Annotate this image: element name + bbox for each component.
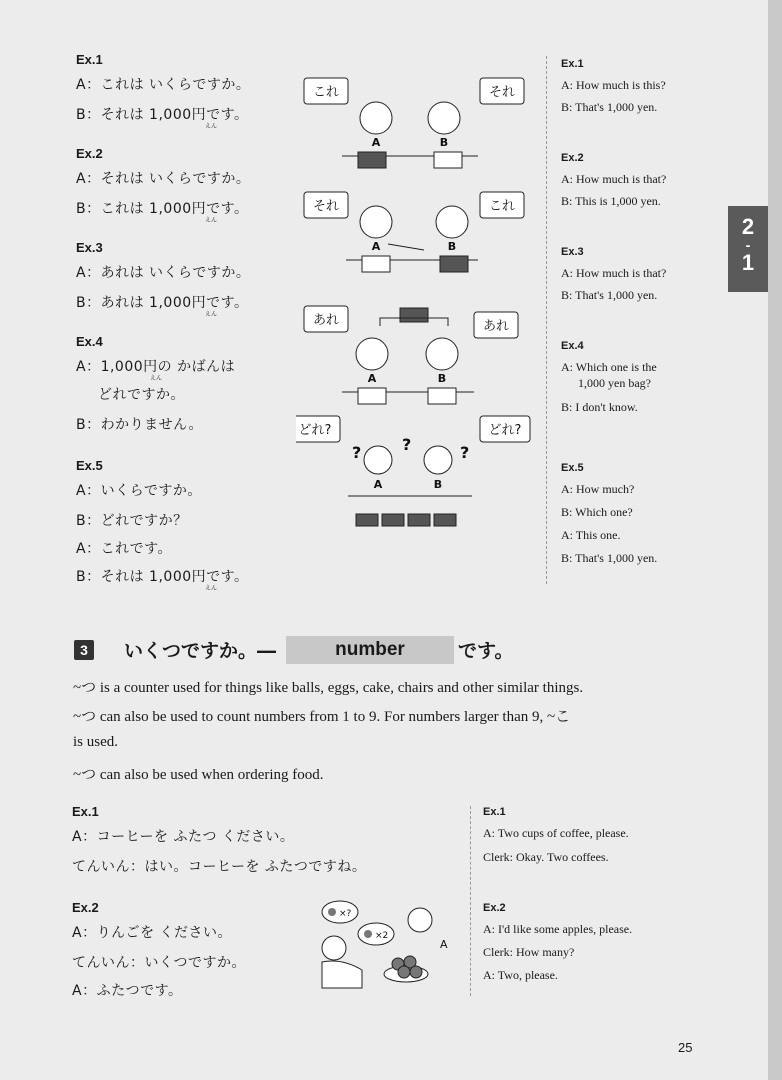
en-ex5-label: Ex.5 xyxy=(561,462,584,474)
ex5-line-c: A：これです。 xyxy=(76,541,172,557)
item-box-b xyxy=(428,388,456,404)
apple-icon xyxy=(398,966,410,978)
bubble-clerk-text: ×? xyxy=(339,909,352,919)
clerk-body xyxy=(322,961,362,988)
en-ex2-label: Ex.2 xyxy=(561,152,584,164)
person-b-head xyxy=(426,338,458,370)
ex1-label: Ex.1 xyxy=(76,52,103,67)
customer-label: A xyxy=(440,938,448,951)
ex1-furigana: えん xyxy=(205,123,218,130)
ex5-line-a: A：いくらですか。 xyxy=(76,483,202,499)
en-ex4-line: B: I don't know. xyxy=(561,400,638,414)
en-ex4-label: Ex.4 xyxy=(561,340,584,352)
bottom-ex2-line: てんいん：いくつですか。 xyxy=(72,955,246,971)
dialog-illustrations xyxy=(296,60,536,590)
en-ex5-line: A: This one. xyxy=(561,528,621,542)
apple-icon xyxy=(328,908,336,916)
bubble-ex1-right: それ xyxy=(488,85,516,100)
bubble-customer-text: ×2 xyxy=(375,931,389,941)
section-title-left: いくつですか。― xyxy=(124,640,277,662)
ex3-line-a: A：あれは いくらですか。 xyxy=(76,265,251,281)
en-ex1-line: A: How much is this? xyxy=(561,78,666,92)
en-ex2-line: A: How much is that? xyxy=(561,172,667,186)
label-a: A xyxy=(373,478,383,491)
column-divider-bottom xyxy=(470,806,471,996)
en-ex1-label: Ex.1 xyxy=(561,58,584,70)
bottom-ex1-label: Ex.1 xyxy=(72,804,99,819)
en-ex5-line: B: That's 1,000 yen. xyxy=(561,551,658,565)
section-paragraph-line: ~つ can also be used when ordering food. xyxy=(73,767,324,783)
person-a-head xyxy=(360,102,392,134)
ex4-line-a2: どれですか。 xyxy=(98,387,185,403)
apple-shop-illustration xyxy=(312,898,462,992)
bubble-ex4-left: どれ? xyxy=(298,423,332,438)
label-b: B xyxy=(447,240,457,253)
chapter-tab-top: 2 xyxy=(741,214,755,239)
en-ex3-line: A: How much is that? xyxy=(561,266,667,280)
bubble-ex2-right: これ xyxy=(488,199,516,214)
scene-3 xyxy=(304,306,518,404)
item-box xyxy=(382,514,404,526)
en-bottom-ex1-label: Ex.1 xyxy=(483,806,506,818)
en-bottom-ex2-line: Clerk: How many? xyxy=(483,945,575,959)
en-bottom-ex2-line: A: Two, please. xyxy=(483,968,558,982)
item-box xyxy=(356,514,378,526)
ex4-label: Ex.4 xyxy=(76,334,103,349)
label-a: A xyxy=(371,136,381,149)
ex1-line-b: B：それは 1,000円です。 xyxy=(76,107,249,123)
chapter-tab xyxy=(728,206,768,292)
en-bottom-ex2-label: Ex.2 xyxy=(483,902,506,914)
chapter-tab-dash: - xyxy=(745,237,751,253)
scene-4 xyxy=(296,416,530,526)
bubble-ex2-left: それ xyxy=(312,199,340,214)
en-bottom-ex1-line: Clerk: Okay. Two coffees. xyxy=(483,850,609,864)
ex3-line-b: B：あれは 1,000円です。 xyxy=(76,295,249,311)
page-number: 25 xyxy=(678,1040,693,1055)
en-ex1-line: B: That's 1,000 yen. xyxy=(561,100,658,114)
en-bottom-ex1-line: A: Two cups of coffee, please. xyxy=(483,826,629,840)
question-mark: ? xyxy=(402,435,412,454)
clerk-head xyxy=(322,936,346,960)
ex2-line-b: B：これは 1,000円です。 xyxy=(76,201,249,217)
person-a-head xyxy=(356,338,388,370)
ex1-line-a: A：これは いくらですか。 xyxy=(76,77,251,93)
bottom-ex1-line: A：コーヒーを ふたつ ください。 xyxy=(72,829,295,845)
person-b-head xyxy=(436,206,468,238)
ex2-furigana: えん xyxy=(205,217,218,224)
label-b: B xyxy=(437,372,447,385)
item-box xyxy=(434,514,456,526)
person-b-head xyxy=(424,446,452,474)
bottom-ex2-line: A：ふたつです。 xyxy=(72,983,183,999)
bottom-ex2-label: Ex.2 xyxy=(72,900,99,915)
ex5-furigana: えん xyxy=(205,585,218,592)
bottom-ex1-line: てんいん：はい。コーヒーを ふたつですね。 xyxy=(72,859,367,875)
en-ex2-line: B: This is 1,000 yen. xyxy=(561,194,661,208)
label-a: A xyxy=(371,240,381,253)
en-ex4-line: 1,000 yen bag? xyxy=(578,376,651,390)
ex4-line-a: A：1,000円の かばんは xyxy=(76,359,236,375)
bottom-ex2-line: A：りんごを ください。 xyxy=(72,925,233,941)
item-box-a xyxy=(358,388,386,404)
en-ex4-line: A: Which one is the xyxy=(561,360,657,374)
column-divider-top xyxy=(546,56,547,584)
label-b: B xyxy=(433,478,443,491)
en-ex5-line: B: Which one? xyxy=(561,505,633,519)
section-title-box: number xyxy=(286,636,454,664)
item-box xyxy=(408,514,430,526)
section-paragraph-line: ~つ can also be used to count numbers from 1 to 9. For numbers larger than 9, ~こ xyxy=(73,709,571,725)
label-b: B xyxy=(439,136,449,149)
ex3-label: Ex.3 xyxy=(76,240,103,255)
chapter-tab-bottom: 1 xyxy=(741,250,755,275)
ex4-line-b: B：わかりません。 xyxy=(76,417,203,433)
scene-1 xyxy=(304,78,524,168)
scene-2 xyxy=(304,192,524,272)
bubble-ex3-right: あれ xyxy=(482,319,510,334)
ex5-label: Ex.5 xyxy=(76,458,103,473)
en-ex3-label: Ex.3 xyxy=(561,246,584,258)
person-a-head xyxy=(364,446,392,474)
bubble-ex3-left: あれ xyxy=(312,313,340,328)
section-number: 3 xyxy=(74,640,94,660)
distant-item xyxy=(400,308,428,322)
section-paragraph-line: is used. xyxy=(73,734,118,750)
ex2-label: Ex.2 xyxy=(76,146,103,161)
ex5-line-d: B：それは 1,000円です。 xyxy=(76,569,249,585)
person-b-head xyxy=(428,102,460,134)
en-bottom-ex2-line: A: I'd like some apples, please. xyxy=(483,922,633,936)
bubble-ex1-left: これ xyxy=(312,85,340,100)
ex5-line-b: B：どれですか？ xyxy=(76,513,188,529)
ex4-furigana: えん xyxy=(150,375,163,382)
bubble-ex4-right: どれ? xyxy=(488,423,522,438)
section-paragraph-line: ~つ is a counter used for things like balls, eggs, cake, chairs and other similar things. xyxy=(73,680,584,696)
item-box-a xyxy=(358,152,386,168)
customer-head xyxy=(408,908,432,932)
ex3-furigana: えん xyxy=(205,311,218,318)
apple-icon xyxy=(364,930,372,938)
question-mark: ? xyxy=(352,443,362,462)
item-box-b xyxy=(434,152,462,168)
item-box-b xyxy=(440,256,468,272)
pointing-arm xyxy=(388,244,424,250)
label-a: A xyxy=(367,372,377,385)
item-box-a xyxy=(362,256,390,272)
en-ex3-line: B: That's 1,000 yen. xyxy=(561,288,658,302)
ex2-line-a: A：それは いくらですか。 xyxy=(76,171,251,187)
en-ex5-line: A: How much? xyxy=(561,482,635,496)
question-mark: ? xyxy=(460,443,470,462)
apple-icon xyxy=(410,966,422,978)
section-title-right: です。 xyxy=(458,640,514,662)
facing-page-edge xyxy=(768,0,782,1080)
person-a-head xyxy=(360,206,392,238)
